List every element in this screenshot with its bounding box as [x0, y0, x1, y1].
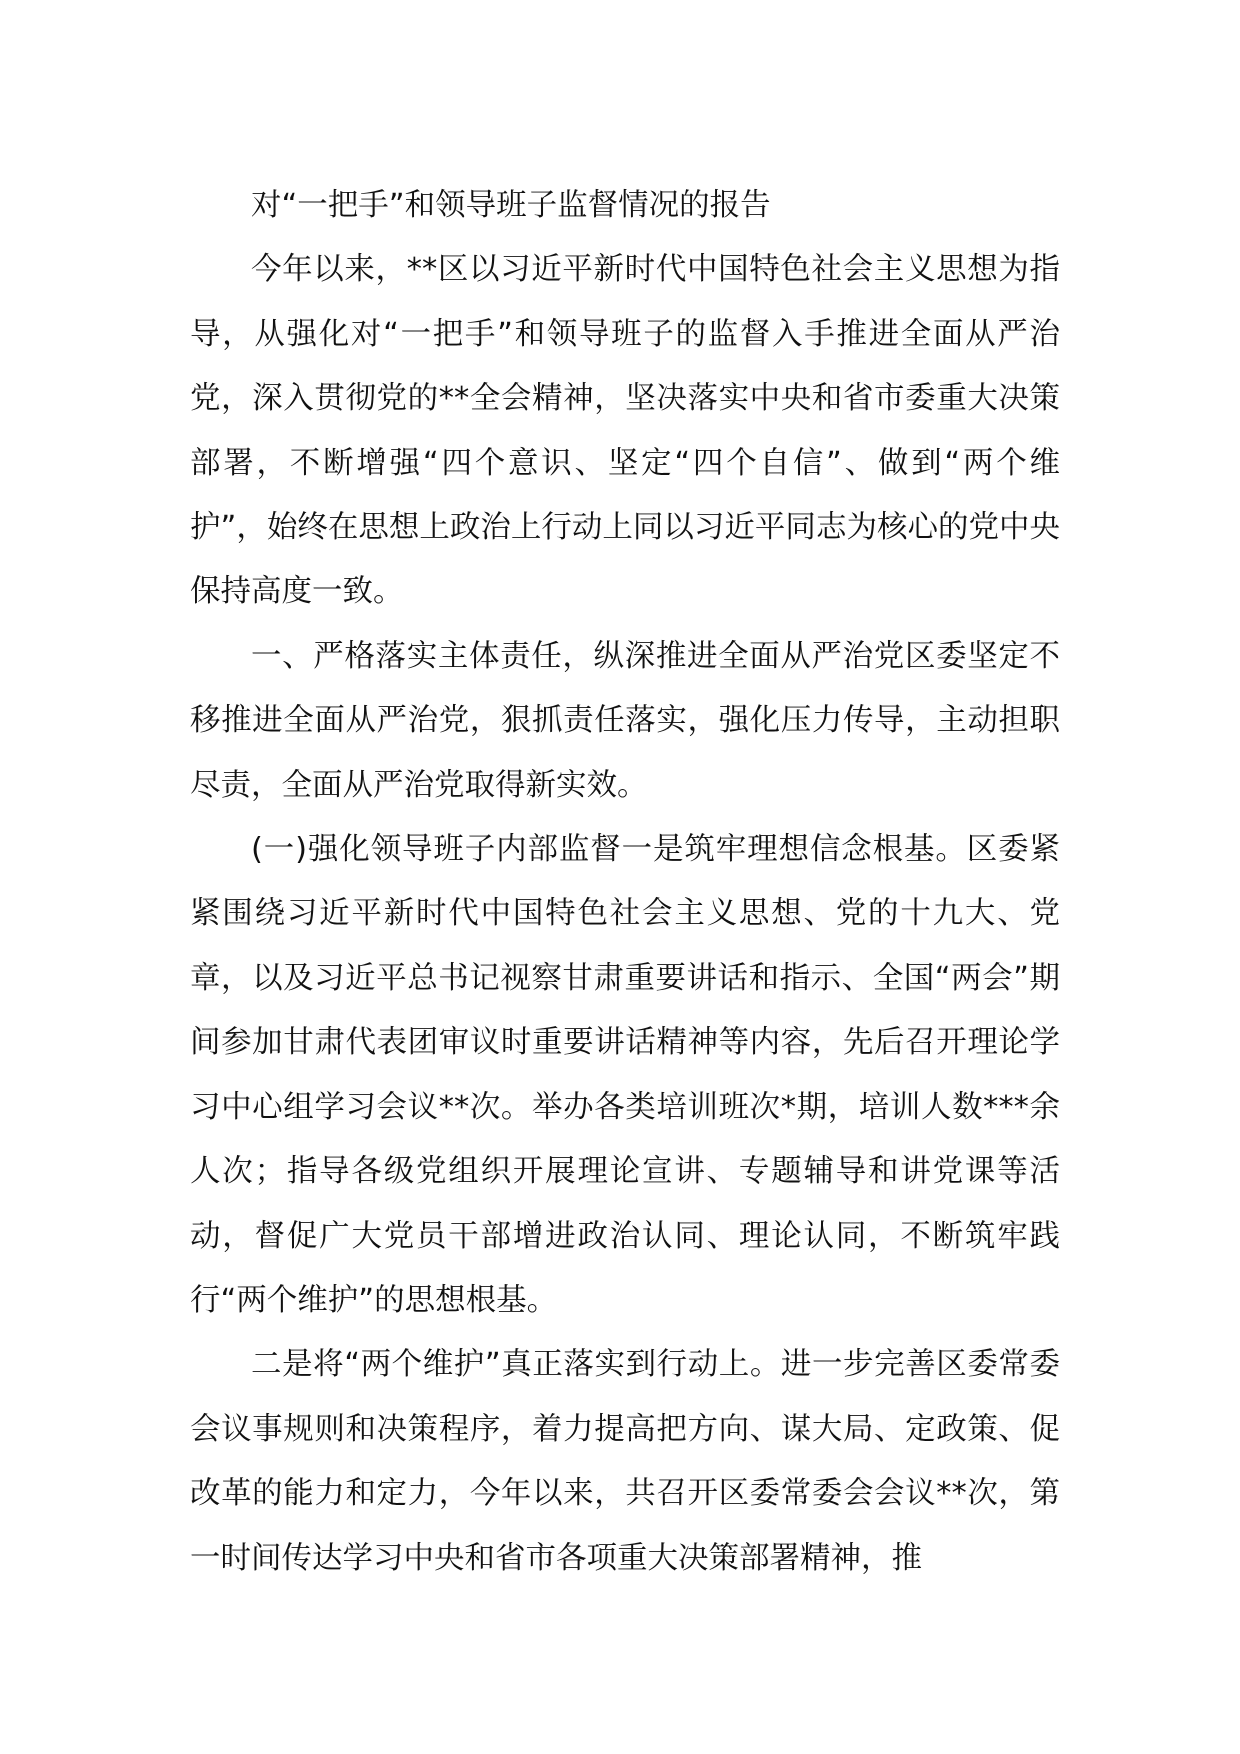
document-body — [190, 174, 1060, 1591]
paragraph-subsection-one: (一)强化领导班子内部监督一是筑牢理想信念根基。区委紧紧围绕习近平新时代中国特色社会主义思想、党的十九大、党章，以及习近平总书记视察甘肃重要讲话和指示、全国“两会”期间参加甘肃代表团审议时重要讲话精神等内容，先后召开理论学习中心组学习会议**次。举办各类培训班次*期，培训人数***余人次；指导各级党组织开展理论宣讲、专题辅导和讲党课等活动，督促广大党员干部增进政治认同、理论认同，不断筑牢践行“两个维护”的思想根基。 — [190, 832, 1060, 1318]
paragraph-intro: 今年以来，**区以习近平新时代中国特色社会主义思想为指导，从强化对“一把手”和领导班子的监督入手推进全面从严治党，深入贯彻党的**全会精神，坚决落实中央和省市委重大决策部署，不断增强“四个意识、坚定“四个自信”、做到“两个维护”，始终在思想上政治上行动上同以习近平同志为核心的党中央保持高度一致。 — [190, 252, 1060, 610]
document-title: 对“一把手”和领导班子监督情况的报告 — [251, 188, 771, 223]
paragraph-point-two: 二是将“两个维护”真正落实到行动上。进一步完善区委常委会议事规则和决策程序，着力提高把方向、谋大局、定政策、促改革的能力和定力，今年以来，共召开区委常委会会议**次，第一时间传达学习中央和省市各项重大决策部署精神，推 — [190, 1347, 1060, 1576]
paragraph-section-one: 一、严格落实主体责任，纵深推进全面从严治党区委坚定不移推进全面从严治党，狠抓责任落实，强化压力传导，主动担职尽责，全面从严治党取得新实效。 — [190, 638, 1060, 803]
